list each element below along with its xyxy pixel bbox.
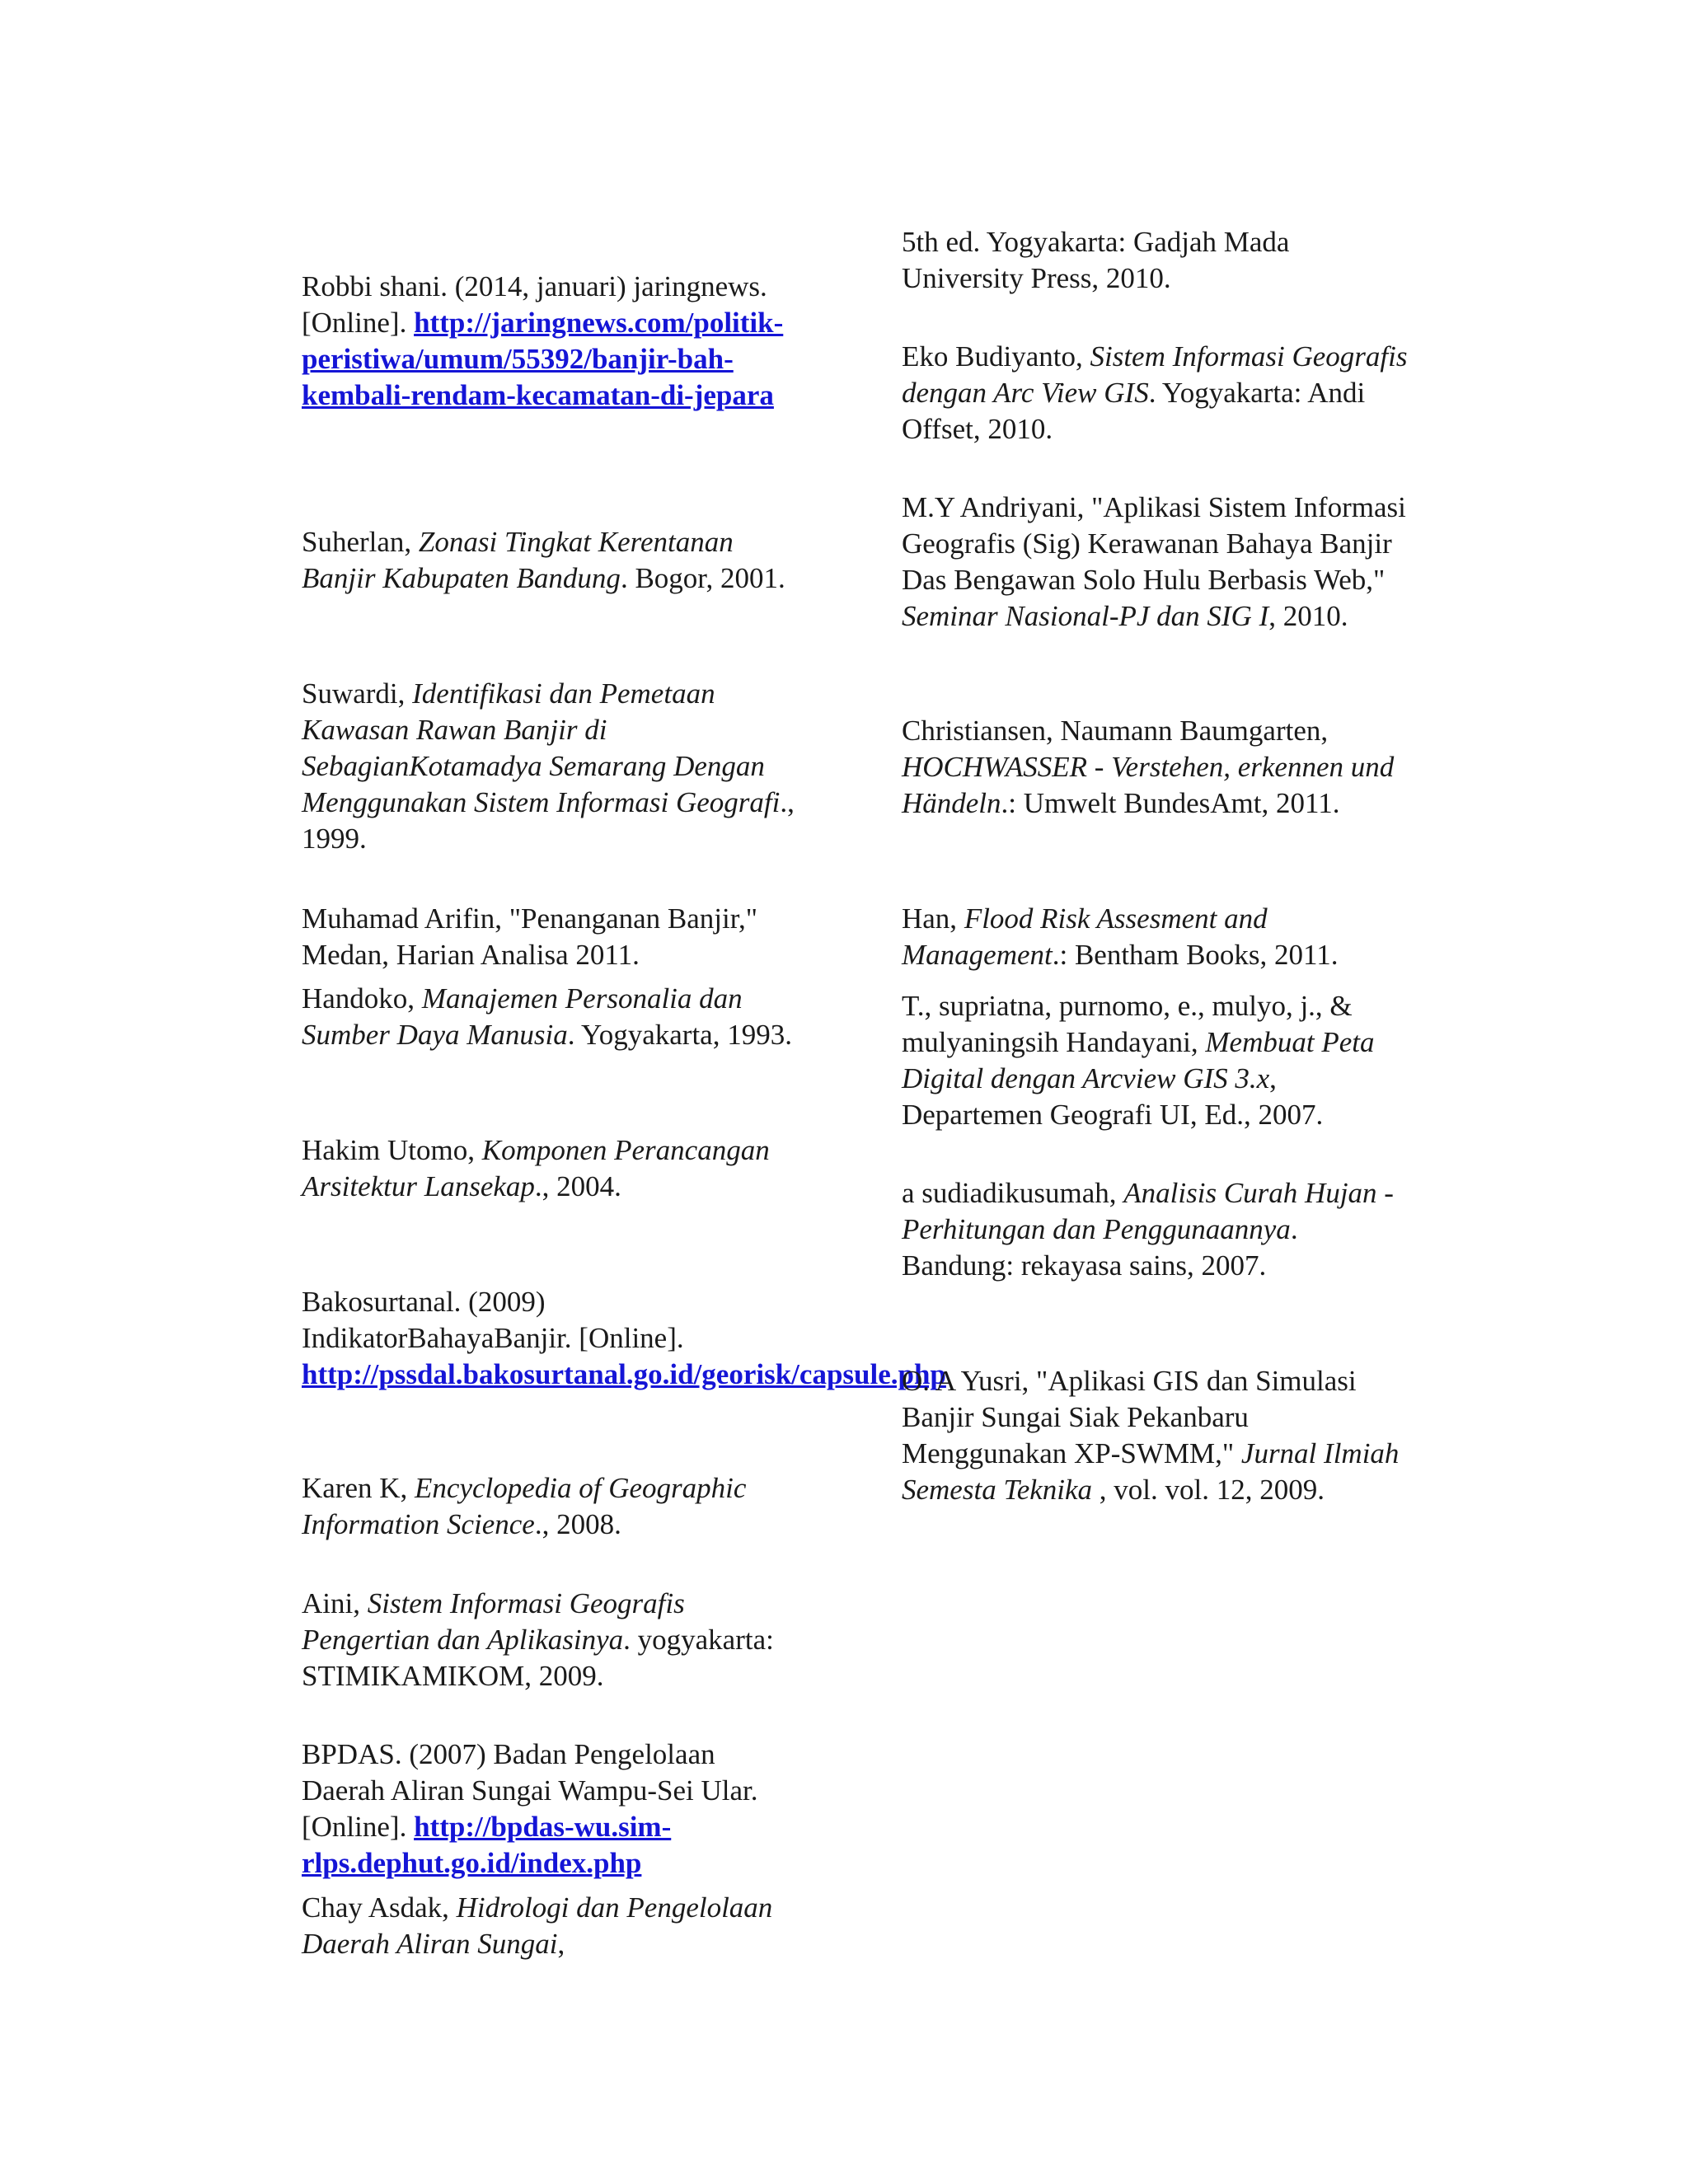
reference-text: Chay Asdak, [302,1891,457,1924]
reference-text: .: Bentham Books, 2011. [1052,939,1339,971]
reference-text: . Bandung: rekayasa sains, 2007. [902,1213,1298,1282]
reference-text: O. A Yusri, "Aplikasi GIS dan Simulasi Banjir Sungai Siak Pekanbaru Menggunakan XP-SWMM," [902,1365,1357,1469]
reference-text: Eko Budiyanto, [902,340,1090,373]
reference-title: Sistem Informasi Geografis dengan Arc View GIS [902,340,1408,409]
reference-title: Komponen Perancangan Arsitektur Lansekap [302,1134,770,1202]
reference-text: . Yogyakarta, 1993. [567,1019,792,1051]
reference-entry [302,1890,804,1962]
reference-text: . yogyakarta: STIMIKAMIKOM, 2009. [302,1624,774,1692]
reference-title: Sistem Informasi Geografis Pengertian dan Aplikasinya [302,1587,685,1656]
reference-entry [302,1736,804,1882]
reference-entry [302,1132,804,1205]
reference-entry [902,490,1413,635]
reference-text: Aini, [302,1587,368,1619]
reference-text: . Yogyakarta: Andi Offset, 2010. [902,377,1366,445]
reference-title: Flood Risk Assesment and Management [902,902,1268,971]
reference-entry [302,1284,946,1393]
reference-entry [902,1363,1413,1508]
reference-title: Membuat Peta Digital dengan Arcview GIS 3.x [902,1026,1375,1094]
reference-entry [302,524,804,597]
reference-title: Encyclopedia of Geographic Information Science [302,1472,747,1540]
reference-title: Identifikasi dan Pemetaan Kawasan Rawan Banjir di SebagianKotamadya Semarang Dengan Menggunakan Sistem Informasi Geografi [302,677,781,818]
reference-entry [302,1586,804,1694]
reference-title: Hidrologi dan Pengelolaan Daerah Aliran Sungai [302,1891,773,1960]
reference-text: Christiansen, Naumann Baumgarten, [902,715,1329,747]
reference-text: BPDAS. (2007) Badan Pengelolaan Daerah Aliran Sungai Wampu-Sei Ular. [Online]. [302,1738,758,1843]
reference-link[interactable]: http://pssdal.bakosurtanal.go.id/georisk/capsule.php [302,1358,946,1390]
reference-title: Manajemen Personalia dan Sumber Daya Manusia [302,982,743,1051]
reference-text: Suherlan, [302,526,419,558]
reference-text: ., 1999. [302,786,795,855]
reference-text: 5th ed. Yogyakarta: Gadjah Mada University Press, 2010. [902,226,1290,294]
reference-text: ., 2008. [534,1508,621,1540]
reference-text: M.Y Andriyani, "Aplikasi Sistem Informasi Geografis (Sig) Kerawanan Bahaya Banjir Das Bengawan Solo Hulu Berbasis Web," [902,491,1406,596]
reference-title: Seminar Nasional-PJ dan SIG I [902,600,1269,632]
reference-link[interactable]: http://bpdas-wu.sim-rlps.dephut.go.id/index.php [302,1811,672,1879]
reference-text: T., supriatna, purnomo, e., mulyo, j., & mulyaningsih Handayani, [902,990,1353,1058]
reference-title: HOCHWASSER - Verstehen, erkennen und Händeln [902,751,1395,819]
reference-text: , 2010. [1268,600,1348,632]
reference-text: Handoko, [302,982,422,1015]
reference-text: Han, [902,902,964,935]
reference-link[interactable]: http://jaringnews.com/politik-peristiwa/umum/55392/banjir-bah-kembali-rendam-kecamatan-di-jepara [302,307,784,411]
reference-text: , vol. vol. 12, 2009. [1092,1474,1325,1506]
reference-entry [902,713,1413,822]
reference-text: Hakim Utomo, [302,1134,482,1166]
reference-entry [302,676,804,857]
reference-title: Analisis Curah Hujan - Perhitungan dan Penggunaannya [902,1177,1394,1245]
reference-entry [902,339,1413,448]
reference-title: Jurnal Ilmiah Semesta Teknika [902,1437,1400,1506]
reference-text: ., 2004. [534,1170,621,1202]
reference-title: Zonasi Tingkat Kerentanan Banjir Kabupaten Bandung [302,526,734,594]
reference-text: , [557,1928,565,1960]
reference-text: . Bogor, 2001. [620,562,785,594]
reference-text: Karen K, [302,1472,415,1504]
reference-text: Muhamad Arifin, "Penanganan Banjir," Medan, Harian Analisa 2011. [302,902,758,971]
reference-entry [902,988,1413,1133]
reference-text: a sudiadikusumah, [902,1177,1124,1209]
reference-text: .: Umwelt BundesAmt, 2011. [1001,787,1340,819]
reference-entry [302,1470,804,1543]
reference-entry [902,1175,1413,1284]
reference-text: Robbi shani. (2014, januari) jaringnews. [Online]. [302,270,767,339]
reference-entry [302,269,804,414]
reference-entry [302,981,804,1053]
reference-entry [902,224,1413,297]
reference-entry [302,901,804,973]
reference-entry [902,901,1413,973]
reference-text: Suwardi, [302,677,413,710]
reference-text: , Departemen Geografi UI, Ed., 2007. [902,1062,1324,1131]
reference-text: Bakosurtanal. (2009) IndikatorBahayaBanjir. [Online]. [302,1286,684,1354]
